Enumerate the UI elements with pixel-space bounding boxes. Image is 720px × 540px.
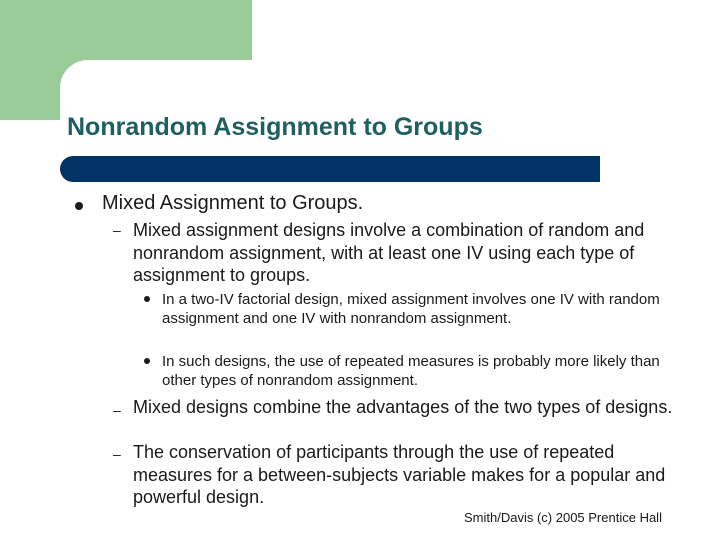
bullet-level2-text: Mixed designs combine the advantages of the two types of designs. [133,397,673,417]
bullet-dot-icon [144,358,150,364]
dash-bullet-icon: – [113,446,121,462]
dash-bullet-icon: – [113,222,121,238]
slide-title: Nonrandom Assignment to Groups [67,113,483,141]
bullet-level3-text: In a two-IV factorial design, mixed assignment involves one IV with random assignment and one IV with nonrandom assignment. [162,291,660,327]
dash-bullet-icon: – [113,402,121,418]
bullet-level2-text: The conservation of participants through the use of repeated measures for a between-subjects variable makes for a popular and powerful design. [133,442,666,507]
bullet-level2-text: Mixed assignment designs involve a combination of random and nonrandom assignment, with at least one IV using each type of assignment to groups. [133,220,645,285]
title-underline-bar [60,156,600,182]
bullet-dot-icon [144,296,150,302]
bullet-level3-text: In such designs, the use of repeated measures is probably more likely than other types of nonrandom assignment. [162,353,660,389]
footer-credit: Smith/Davis (c) 2005 Prentice Hall [464,510,662,525]
bullet-level1-text: Mixed Assignment to Groups. [102,192,364,214]
bullet-dot-icon [75,202,83,210]
